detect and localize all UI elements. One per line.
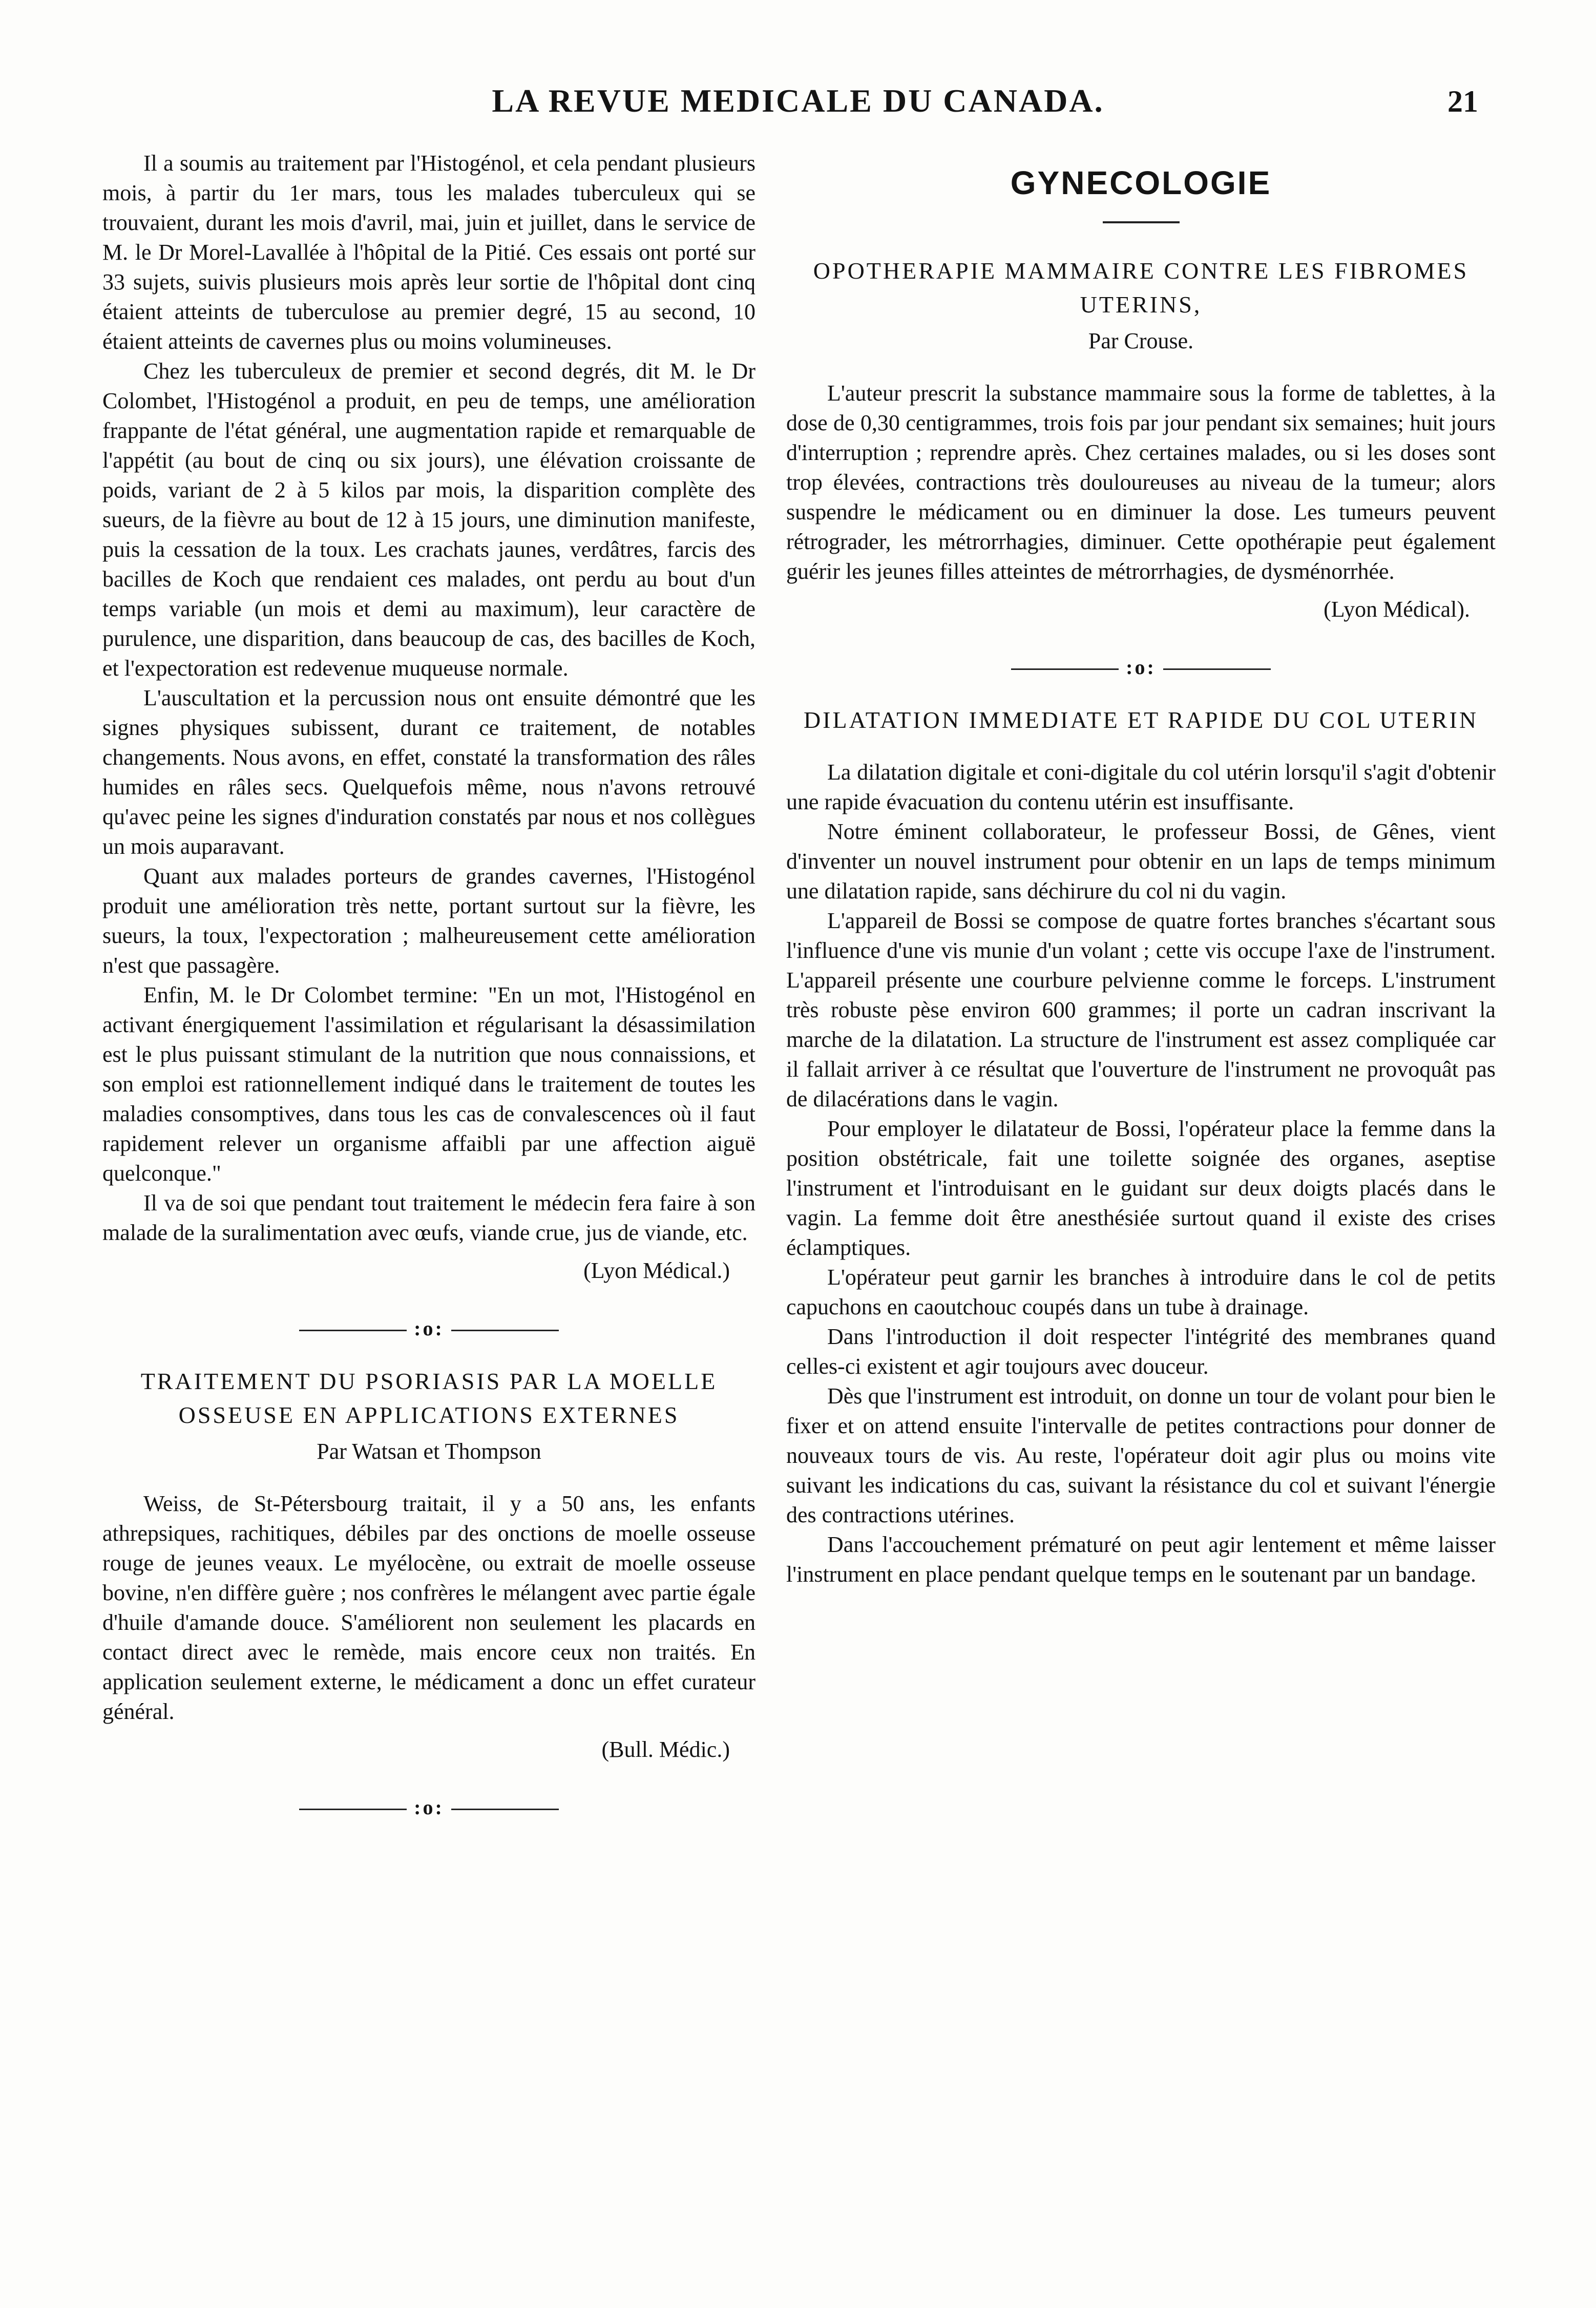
article-byline: Par Watsan et Thompson [317, 1439, 541, 1464]
divider-mark: :o: [414, 1796, 444, 1819]
section-heading: GYNECOLOGIE [1010, 164, 1272, 201]
page-number: 21 [1447, 85, 1478, 118]
body-paragraph: L'auscultation et la percussion nous ont ensuite démontré que les signes physiques subissent, durant ce traitement, de notables changements. Nous avons, en effet, constaté la transformation des râles humides en râles secs. Quelquefois même, nous n'avons retrouvé qu'avec peine les signes d'induration constatés par nous et nos collègues un mois auparavant. [102, 685, 755, 859]
body-paragraph: Il va de soi que pendant tout traitement le médecin fera faire à son malade de la suralimentation avec œufs, viande crue, jus de viande, etc. [102, 1190, 755, 1245]
divider-mark: :o: [1126, 656, 1156, 679]
right-column [786, 149, 1496, 1589]
article-title: TRAITEMENT DU PSORIASIS PAR LA MOELLE OSSEUSE EN APPLICATIONS EXTERNES [140, 1368, 718, 1428]
divider-rule [1163, 668, 1271, 670]
body-paragraph: Enfin, M. le Dr Colombet termine: "En un mot, l'Histogénol en activant énergiquement l'assimilation et régularisant la désassimilation est le plus puissant stimulant de la nutrition que nous connaissions, et son emploi est rationnellement indiqué dans le traitement de toutes les maladies consomptives, dans tous les cas de convalescences où il faut rapidement relever un organisme affaibli par une affection aiguë quelconque." [102, 982, 755, 1186]
body-paragraph: Pour employer le dilatateur de Bossi, l'opérateur place la femme dans la position obstétricale, fait une toilette soignée des organes, aseptise l'instrument et l'introduisant en le guidant sur deux doigts placés dans le vagin. La femme doit être anesthésiée surtout quand il existe des crises éclamptiques. [786, 1116, 1496, 1260]
body-paragraph: Dans l'accouchement prématuré on peut agir lentement et même laisser l'instrument en place pendant quelque temps en le soutenant par un bandage. [786, 1532, 1496, 1587]
running-header [118, 82, 1478, 128]
body-paragraph: L'opérateur peut garnir les branches à introduire dans le col de petits capuchons en caoutchouc coupés dans un tube à drainage. [786, 1265, 1496, 1319]
journal-title: LA REVUE MEDICALE DU CANADA. [492, 82, 1104, 119]
article-byline: Par Crouse. [1088, 328, 1194, 353]
divider-rule [451, 1330, 559, 1331]
body-paragraph: Notre éminent collaborateur, le professeur Bossi, de Gênes, vient d'inventer un nouvel instrument pour obtenir en un laps de temps minimum une dilatation rapide, sans déchirure du col ni du vagin. [786, 819, 1496, 904]
article-title: DILATATION IMMEDIATE ET RAPIDE DU COL UTERIN [803, 707, 1479, 733]
section-divider [102, 1792, 755, 1823]
body-paragraph: Weiss, de St-Pétersbourg traitait, il y a 50 ans, les enfants athrepsiques, rachitiques, débiles par des onctions de moelle osseuse rouge de jeunes veaux. Le myélocène, ou extrait de moelle osseuse bovine, n'en diffère guère ; nos confrères le mélangent avec partie égale d'huile d'amande douce. S'améliorent non seulement les placards en contact direct avec le remède, mais encore ceux non traités. En application seulement externe, le médicament a donc un effet curateur général. [102, 1491, 755, 1724]
body-paragraph: L'auteur prescrit la substance mammaire sous la forme de tablettes, à la dose de 0,30 centigrammes, trois fois par jour pendant six semaines; huit jours d'interruption ; reprendre après. Chez certaines malades, ou si les doses sont trop élevées, contractions très douloureuses au niveau de la tumeur; alors suspendre le médicament ou en diminuer la dose. Les tumeurs peuvent rétrograder, les métrorrhagies, diminuer. Cette opothérapie peut également guérir les jeunes filles atteintes de métrorrhagies, de dysménorrhée. [786, 381, 1496, 584]
body-paragraph: Il a soumis au traitement par l'Histogénol, et cela pendant plusieurs mois, à partir du 1er mars, tous les malades tuberculeux qui se trouvaient, durant les mois d'avril, mai, juin et juillet, dans le service de M. le Dr Morel-Lavallée à l'hôpital de la Pitié. Ces essais ont porté sur 33 sujets, suivis plusieurs mois après leur sortie de l'hôpital dont cinq étaient atteints de tuberculose au premier degré, 15 au second, 10 étaient atteints de cavernes plus ou moins volumineuses. [102, 151, 755, 354]
section-divider [102, 1313, 755, 1344]
divider-rule [451, 1809, 559, 1810]
section-divider [786, 652, 1496, 683]
divider-rule [1011, 668, 1119, 670]
divider-mark: :o: [414, 1317, 444, 1340]
article-title: OPOTHERAPIE MAMMAIRE CONTRE LES FIBROMES UTERINS, [813, 258, 1469, 318]
body-paragraph: Dans l'introduction il doit respecter l'intégrité des membranes quand celles-ci existent et agir toujours avec douceur. [786, 1324, 1496, 1379]
heading-rule [1103, 221, 1180, 223]
body-paragraph: L'appareil de Bossi se compose de quatre fortes branches s'écartant sous l'influence d'une vis munie d'un volant ; cette vis occupe l'axe de l'instrument. L'appareil présente une courbure pelvienne comme le forceps. L'instrument très robuste pèse environ 600 grammes; il porte un cadran inscrivant la marche de la dilatation. La structure de l'instrument est assez compliquée car il fallait arriver à ce résultat que l'ouverture de l'instrument ne provoquât pas de dilacérations dans le vagin. [786, 908, 1496, 1111]
body-paragraph: Chez les tuberculeux de premier et second degrés, dit M. le Dr Colombet, l'Histogénol a produit, en peu de temps, une amélioration frappante de l'état général, une augmentation rapide et remarquable de l'appétit (au bout de cinq ou six jours), une élévation croissante de poids, variant de 2 à 5 kilos par mois, la disparition complète des sueurs, de la fièvre au bout de 12 à 15 jours, une diminution manifeste, puis la cessation de la toux. Les crachats jaunes, verdâtres, farcis des bacilles de Koch que rendaient ces malades, ont perdu au bout d'un temps variable (un mois et demi au maximum), leur caractère de purulence, une disparition, dans beaucoup de cas, des bacilles de Koch, et l'expectoration est redevenue muqueuse normale. [102, 359, 755, 681]
divider-rule [299, 1330, 407, 1331]
body-paragraph: Dès que l'instrument est introduit, on donne un tour de volant pour bien le fixer et on attend ensuite l'intervalle de petites contractions pour donner de nouveaux tours de vis. Au reste, l'opérateur doit agir plus ou moins vite suivant les indications du cas, suivant la résistance du col et suivant l'énergie des contractions utérines. [786, 1383, 1496, 1527]
left-column [102, 149, 755, 1843]
source-citation: (Bull. Médic.) [601, 1737, 730, 1762]
source-citation: (Lyon Médical.) [583, 1258, 730, 1283]
divider-rule [299, 1809, 407, 1810]
body-paragraph: La dilatation digitale et coni-digitale du col utérin lorsqu'il s'agit d'obtenir une rapide évacuation du contenu utérin est insuffisante. [786, 760, 1496, 814]
body-paragraph: Quant aux malades porteurs de grandes cavernes, l'Histogénol produit une amélioration très nette, portant surtout sur la fièvre, les sueurs, la toux, l'expectoration ; malheureusement cette amélioration n'est que passagère. [102, 864, 755, 978]
source-citation: (Lyon Médical). [1324, 597, 1470, 622]
